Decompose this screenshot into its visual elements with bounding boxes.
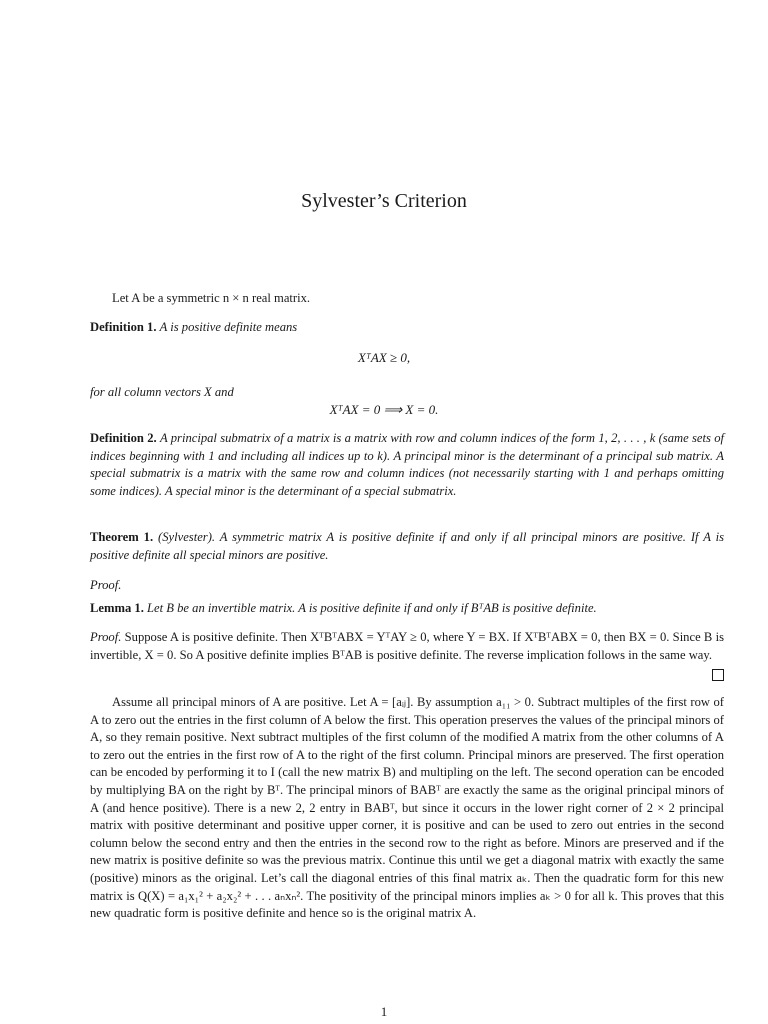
definition-1 [90,319,724,337]
lemma-1-text: Let B be an invertible matrix. A is positive definite if and only if BᵀAB is positive definite. [147,601,597,615]
definition-1-label: Definition 1. [90,320,157,334]
proof-label: Proof. [90,578,122,592]
theorem-1 [90,529,724,564]
definition-1-text: A is positive definite means [159,320,298,334]
definition-1-equation-2: XᵀAX = 0 ⟹ X = 0. [329,402,439,417]
definition-1-middle-text: for all column vectors X and [90,385,234,399]
page-number: 1 [380,1004,388,1019]
lemma-1 [90,600,724,618]
main-proof-paragraph: Assume all principal minors of A are positive. Let A = [aᵢⱼ]. By assumption a₁₁ > 0. Subtract multiples of the first row of A to zero out the entries in the first column of A below the first. This operation preserves the values of the principal minors of A, so they remain positive. Next subtract multiples of the first column of the modified A matrix from the other columns of A to zero out the entries in the first row of A to the right of the first column. Principal minors are preserved. The first operation can be encoded by performing it to I (call the new matrix B) and multipling on the left. The second operation can be encoded by multiplying BA on the right by Bᵀ. The principal minors of BABᵀ are exactly the same as the original principal minors of A (and hence positive). There is a new 2, 2 entry in BABᵀ, but since it occurs in the lower right corner of 2 × 2 principal matrix with positive determinant and positive upper corner, it is positive and can be used to zero out entries in the second column below the second entry and then the entries in the second row to the right as before. Minors are preserved and if the new matrix is positive definite so was the previous matrix. Continue this until we get a diagonal matrix with exactly the same (positive) minors as the original. Let’s call the diagonal entries of this final matrix aₖ. Then the quadratic form for this new matrix is Q(X) = a₁x₁² + a₂x₂² + . . . aₙxₙ². The positivity of the principal minors implies aₖ > 0 for all k. This proves that this new quadratic form is positive definite and hence so is the original matrix A. [90,695,724,921]
theorem-1-text: (Sylvester). A symmetric matrix A is positive definite if and only if all principal minors are positive. If A is positive definite all special minors are positive. [90,530,725,562]
definition-2 [90,430,724,500]
definition-2-label: Definition 2. [90,431,157,445]
theorem-1-label: Theorem 1. [90,530,154,544]
qed-square-icon [712,669,724,681]
intro-text: Let A be a symmetric n × n real matrix. [112,291,311,305]
lemma-1-label: Lemma 1. [90,601,144,615]
definition-2-text: A principal submatrix of a matrix is a matrix with row and column indices of the form 1, 2, . . . , k (same sets of indices beginning with 1 and including all indices up to k). A principal minor is the determinant of a principal sub matrix. A special submatrix is a matrix with the same row and column indices (not necessarily starting with 1 and perhaps omitting some indices). A special minor is the determinant of a special submatrix. [90,431,725,498]
definition-1-equation-1: XᵀAX ≥ 0, [357,350,411,365]
lemma-1-proof-label: Proof. [90,630,122,644]
lemma-1-proof-text: Suppose A is positive definite. Then XᵀBᵀABX = YᵀAY ≥ 0, where Y = BX. If XᵀBᵀABX = 0, then BX = 0. Since B is invertible, X = 0. So A positive definite implies BᵀAB is positive definite. The reverse implication follows in the same way. [90,630,724,662]
lemma-1-proof [90,629,724,664]
page-title: Sylvester’s Criterion [301,190,467,212]
